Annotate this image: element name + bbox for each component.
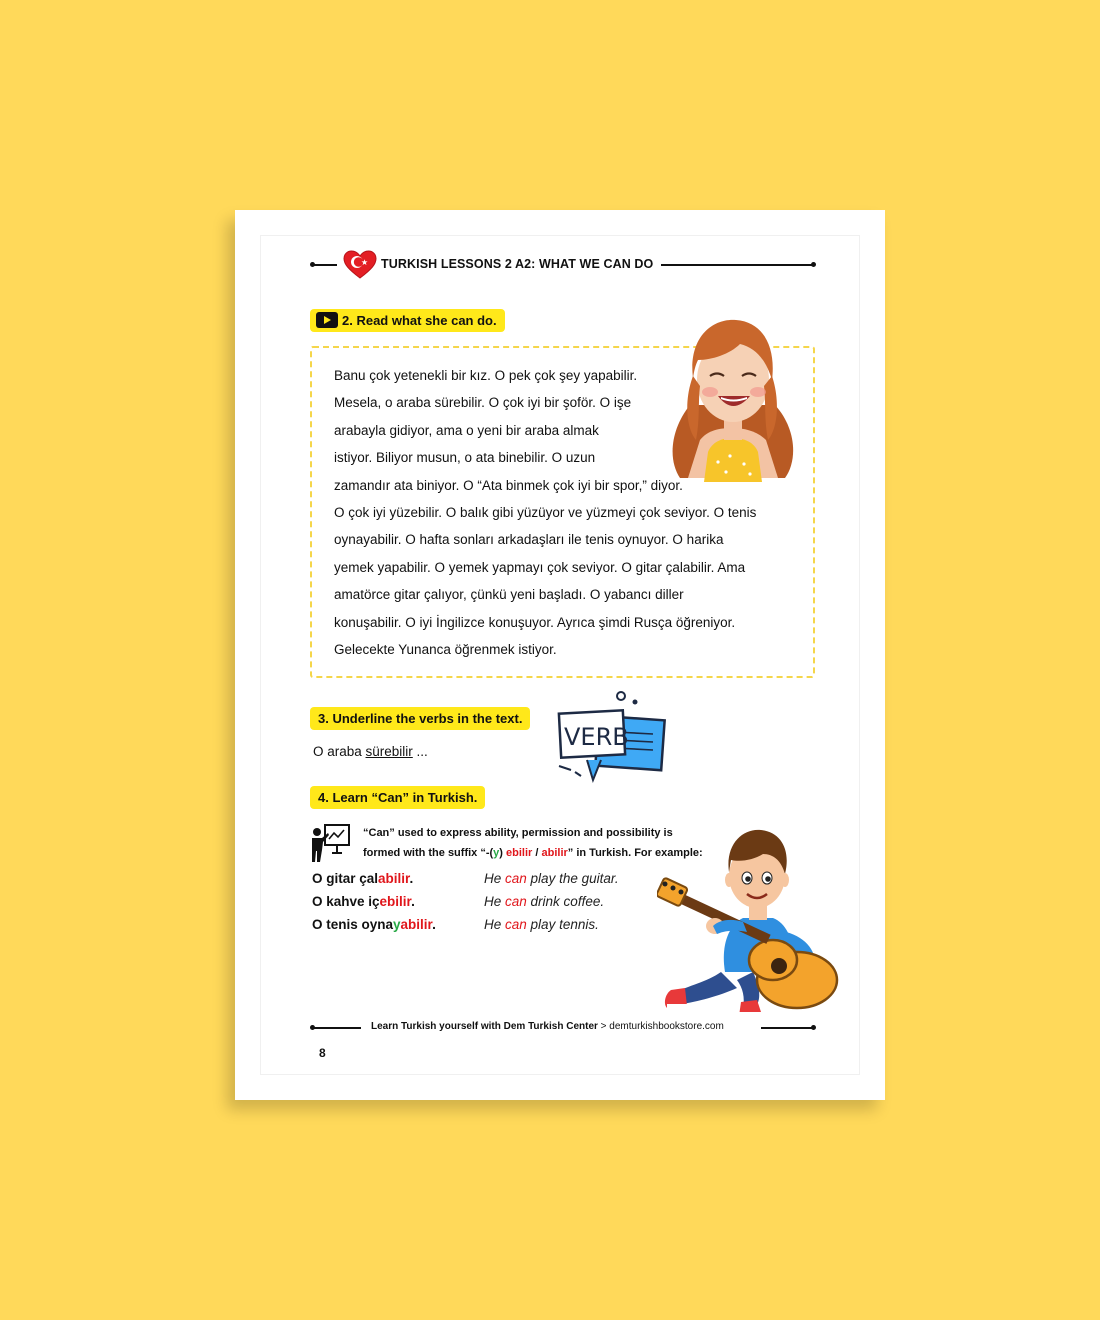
example-row [312,871,652,894]
header-title: TURKISH LESSONS 2 A2: WHAT WE CAN DO [381,257,654,271]
explain-text: / [532,847,542,859]
english-translation [484,871,619,886]
play-icon[interactable] [316,312,338,328]
translation-text: He [484,871,506,886]
verb-stem: O gitar çal [312,871,379,886]
teacher-board-icon [310,823,352,863]
boy-guitar-illustration [657,822,849,1018]
footer-url[interactable]: > demturkishbookstore.com [597,1021,724,1032]
suffix-abilir: abilir [541,847,568,859]
reading-line: oynayabilir. O hafta sonları arkadaşları ile tenis oynuyor. O harika [334,532,724,548]
verb-badge-text: VERB [564,723,629,751]
reading-line: zamandır ata biniyor. O “Ata binmek çok iyi bir spor,” diyor. [334,477,683,493]
verb-badge-illustration [557,690,672,786]
reading-line: istiyor. Biliyor musun, o ata binebilir. O uzun [334,450,596,466]
page-number: 8 [319,1046,326,1060]
reading-line: Banu çok yetenekli bir kız. O pek çok şey yapabilir. [334,368,638,383]
can-word: can [505,917,527,932]
footer-brand: Learn Turkish yourself with Dem Turkish Center [371,1021,598,1032]
reading-line: Gelecekte Yunanca öğrenmek istiyor. [334,642,557,658]
translation-text: He [484,917,506,932]
buffer-letter: y [393,917,401,932]
footer-rule-left [313,1027,361,1029]
example-row [312,894,652,917]
turkish-sentence [312,871,413,886]
girl-illustration [660,310,805,482]
section-4-heading: 4. Learn “Can” in Turkish. [310,786,485,809]
example-suffix: ... [412,744,428,759]
can-word: can [505,871,527,886]
can-suffix: abilir [378,871,410,886]
reading-line: konuşabilir. O iyi İngilizce konuşuyor. Ayrıca şimdi Rusça öğreniyor. [334,614,736,630]
can-word: can [505,894,527,909]
turkish-sentence [312,894,415,909]
translation-text: drink coffee. [526,894,605,909]
period: . [432,917,436,932]
period: . [409,871,414,886]
example-row [312,917,652,940]
buffer-letter: y [493,847,500,859]
verb-stem: O tenis oyna [312,917,394,932]
footer-rule-right [761,1027,813,1029]
example-prefix: O araba [313,744,366,759]
header-rule-right [661,264,813,266]
turkish-sentence [312,917,436,932]
verb-stem: O kahve iç [312,894,380,909]
section-2-heading [310,309,505,332]
can-suffix: abilir [400,917,433,932]
page-footer [313,1020,813,1036]
reading-line: arabayla gidiyor, ama o yeni bir araba almak [334,422,599,438]
translation-text: play tennis. [526,917,599,932]
reading-line: O çok iyi yüzebilir. O balık gibi yüzüyor ve yüzmeyi çok seviyor. O tenis [334,505,757,521]
translation-text: play the guitar. [526,871,619,886]
explain-text: ) [499,847,507,859]
example-verb: sürebilir [365,744,413,759]
period: . [411,894,415,909]
turkey-flag-heart-icon [343,250,377,280]
explain-text: ” in Turkish. For example: [567,847,703,859]
underline-example [313,744,428,759]
can-suffix: ebilir [379,894,412,909]
english-translation [484,894,604,909]
page-header [313,250,813,280]
explain-text: formed with the suffix “-( [363,847,494,859]
header-rule-left [313,264,337,266]
explain-line-1: “Can” used to express ability, permission and possibility is [363,827,673,839]
reading-line: amatörce gitar çalıyor, çünkü yeni başladı. O yabancı diller [334,587,684,603]
worksheet-page [235,210,885,1100]
footer-text [371,1021,724,1032]
translation-text: He [484,894,506,909]
english-translation [484,917,599,932]
reading-line: yemek yapabilir. O yemek yapmayı çok seviyor. O gitar çalabilir. Ama [334,559,746,575]
section-3-heading: 3. Underline the verbs in the text. [310,707,530,730]
suffix-ebilir: ebilir [506,847,533,859]
section-2-title: 2. Read what she can do. [342,313,497,328]
reading-line: Mesela, o araba sürebilir. O çok iyi bir şoför. O işe [334,395,632,411]
